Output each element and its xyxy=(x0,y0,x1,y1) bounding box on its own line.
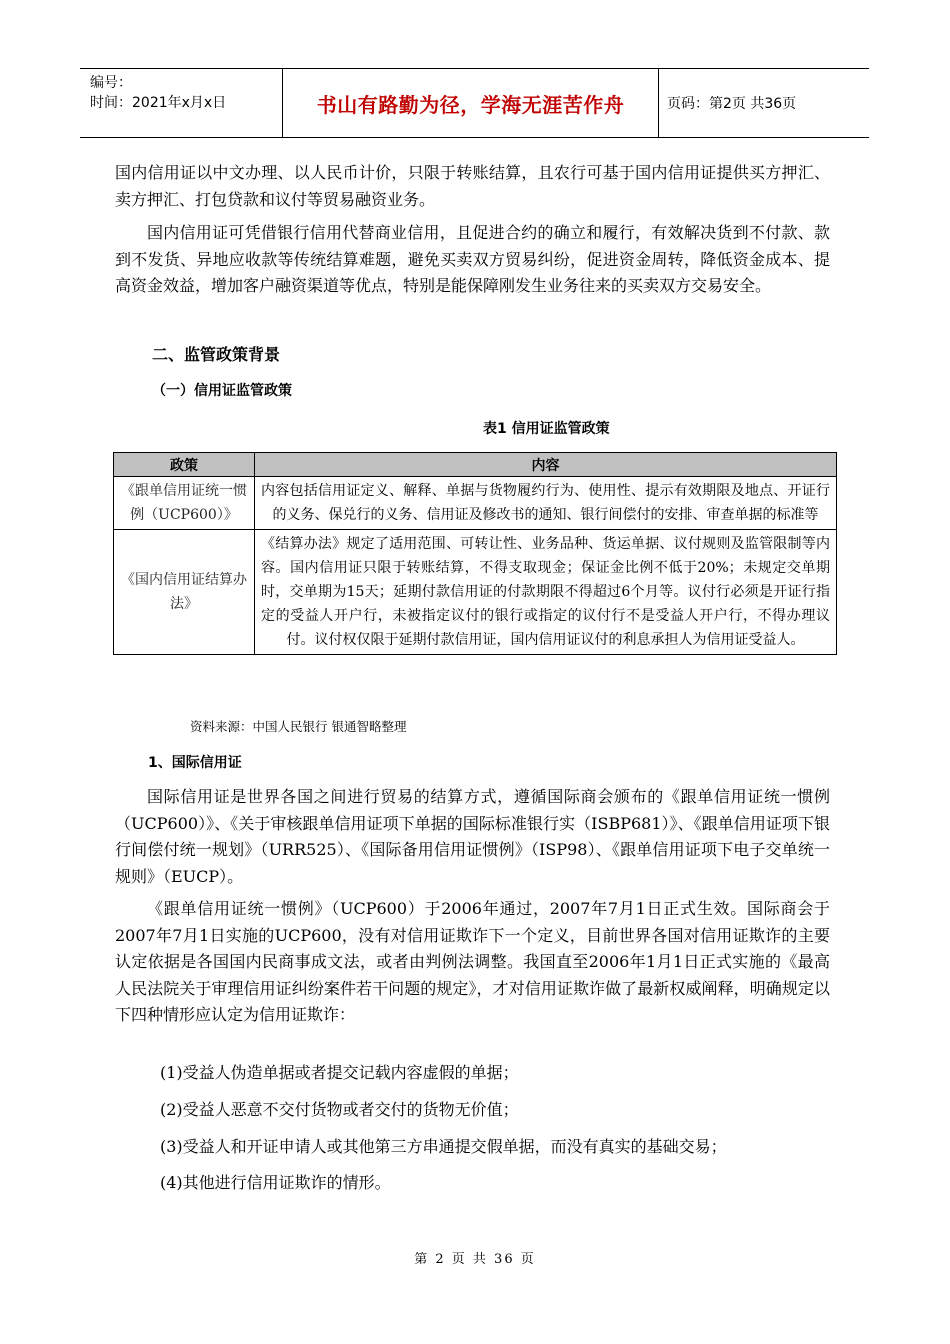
header-meta xyxy=(80,69,283,137)
section-heading-international-lc: 1、国际信用证 xyxy=(148,755,242,771)
policy-cell: 《国内信用证结算办法》 xyxy=(114,530,255,655)
paragraph-domestic-lc: 国内信用证以中文办理、以人民币计价，只限于转账结算，且农行可基于国内信用证提供买方押汇、卖方押汇、打包贷款和议付等贸易融资业务。 xyxy=(115,163,830,209)
table-source-note: 资料来源：中国人民银行 银通智略整理 xyxy=(190,719,407,734)
fraud-item-4: (4)其他进行信用证欺诈的情形。 xyxy=(160,1173,391,1192)
section-heading-regulatory: 二、监管政策背景 xyxy=(152,345,281,364)
paragraph-lc-advantages: 国内信用证可凭借银行信用代替商业信用，且促进合约的确立和履行，有效解决货到不付款、款到不发货、异地应收款等传统结算难题，避免买卖双方贸易纠纷，促进资金周转，降低资金成本、提高资金效益，增加客户融资渠道等优点，特别是能保障刚发生业务往来的买卖双方交易安全。 xyxy=(115,223,830,295)
fraud-item-2: (2)受益人恶意不交付货物或者交付的货物无价值； xyxy=(160,1100,519,1119)
number-label: 编号： xyxy=(90,75,132,91)
column-header-content: 内容 xyxy=(255,453,837,477)
table-header-row xyxy=(114,453,837,477)
policy-table xyxy=(113,452,837,655)
column-header-policy: 政策 xyxy=(114,453,255,477)
header-page-number: 页码：第2页 共36页 xyxy=(667,96,797,112)
page-header xyxy=(80,68,869,138)
fraud-item-3: (3)受益人和开证申请人或其他第三方串通提交假单据，而没有真实的基础交易； xyxy=(160,1137,727,1156)
page-footer: 第 2 页 共 36 页 xyxy=(414,1252,536,1267)
paragraph-international-lc: 国际信用证是世界各国之间进行贸易的结算方式，遵循国际商会颁布的《跟单信用证统一惯例（UCP600）》、《关于审核跟单信用证项下单据的国际标准银行实（ISBP681）》、《跟单信用证项下银行间偿付统一规划》（URR525）、《国际备用信用证惯例》（ISP98）、《跟单信用证项下电子交单统一规则》（EUCP）。 xyxy=(115,787,830,886)
table-caption: 表1 信用证监管政策 xyxy=(483,421,610,437)
header-motto xyxy=(283,69,659,137)
content-cell: 《结算办法》规定了适用范围、可转让性、业务品种、货运单据、议付规则及监管限制等内容。国内信用证只限于转账结算，不得支取现金；保证金比例不低于20%；未规定交单期时，交单期为15天；延期付款信用证的付款期限不得超过6个月等。议付行必须是开证行指定的受益人开户行，未被指定议付的银行或指定的议付行不是受益人开户行，不得办理议付。议付权仅限于延期付款信用证，国内信用证议付的利息承担人为信用证受益人。 xyxy=(255,530,837,655)
fraud-item-1: (1)受益人伪造单据或者提交记载内容虚假的单据； xyxy=(160,1063,519,1082)
table-row xyxy=(114,530,837,655)
date-label: 时间：2021年x月x日 xyxy=(90,95,227,111)
policy-cell: 《跟单信用证统一惯例（UCP600）》 xyxy=(114,477,255,530)
table-row xyxy=(114,477,837,530)
motto-text: 书山有路勤为径，学海无涯苦作舟 xyxy=(316,92,625,117)
content-cell: 内容包括信用证定义、解释、单据与货物履约行为、使用性、提示有效期限及地点、开证行的义务、保兑行的义务、信用证及修改书的通知、银行间偿付的安排、审查单据的标准等 xyxy=(255,477,837,530)
paragraph-ucp600: 《跟单信用证统一惯例》（UCP600）于2006年通过，2007年7月1日正式生效。国际商会于2007年7月1日实施的UCP600，没有对信用证欺诈下一个定义，目前世界各国对信用证欺诈的主要认定依据是各国国内民商事成文法，或者由判例法调整。我国直至2006年1月1日正式实施的《最高人民法院关于审理信用证纠纷案件若干问题的规定》，才对信用证欺诈做了最新权威阐释，明确规定以下四种情形应认定为信用证欺诈： xyxy=(115,899,830,1024)
subsection-heading-lc-policy: （一）信用证监管政策 xyxy=(152,383,292,399)
